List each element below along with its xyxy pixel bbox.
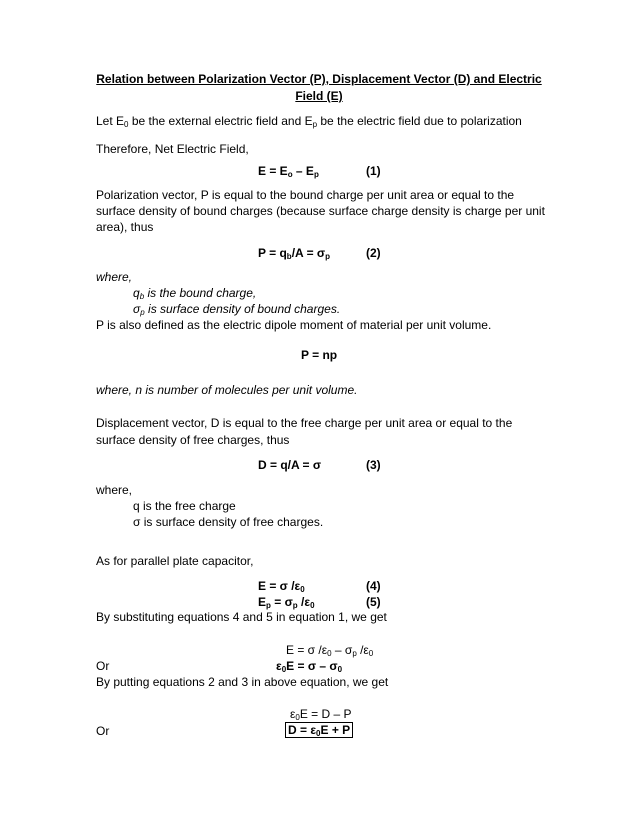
text-fragment: E [258, 595, 267, 609]
equation-6 [286, 642, 373, 658]
equation-4 [258, 578, 305, 594]
intro-let-line [96, 113, 522, 129]
text-fragment: is the bound charge, [144, 286, 257, 300]
subscript: p [352, 649, 357, 658]
document-title-line2: Field (E) [295, 89, 343, 103]
text-fragment: – E [292, 164, 314, 178]
equation-4-number: (4) [366, 579, 381, 593]
putting-line: By putting equations 2 and 3 in above equation, we get [96, 675, 389, 689]
subscript: 0 [337, 665, 343, 674]
polarization-line2: surface density of bound charges (because surface charge density is charge per unit [96, 204, 545, 218]
subscript: b [139, 292, 145, 301]
subscript: 0 [310, 601, 315, 610]
text-fragment: σ [133, 302, 141, 316]
equation-3-number: (3) [366, 458, 381, 472]
text-fragment: E = D – P [299, 707, 352, 721]
result-box [285, 722, 353, 738]
capacitor-line: As for parallel plate capacitor, [96, 554, 254, 568]
text-fragment: q [133, 286, 140, 300]
equation-2-number: (2) [366, 246, 381, 260]
where-qb [133, 285, 256, 301]
text-fragment: Let E [96, 114, 125, 128]
text-fragment: E + P [320, 723, 351, 737]
displacement-line2: surface density of free charges, thus [96, 433, 290, 447]
document-title-line1: Relation between Polarization Vector (P), Displacement Vector (D) and Electric [96, 72, 542, 86]
where-label: where, [96, 270, 133, 284]
where-sigma-p [133, 301, 340, 317]
substituting-line: By substituting equations 4 and 5 in equation 1, we get [96, 610, 387, 624]
subscript: 0 [300, 585, 305, 594]
subscript: b [286, 252, 292, 261]
subscript: 0 [124, 120, 129, 129]
subscript: 0 [368, 649, 374, 658]
text-fragment: be the electric field due to polarization [317, 114, 522, 128]
where-label-2: where, [96, 483, 133, 497]
subscript: p [313, 170, 319, 179]
text-fragment: = σ [270, 595, 293, 609]
subscript: 0 [295, 713, 300, 722]
subscript: p [325, 252, 331, 261]
text-fragment: be the external electric field and E [128, 114, 313, 128]
equation-8 [290, 706, 352, 722]
equation-2 [258, 245, 330, 261]
or-label-1: Or [96, 659, 110, 673]
subscript: 0 [281, 665, 287, 674]
subscript: p [266, 601, 271, 610]
text-fragment: ε [290, 707, 296, 721]
subscript: p [140, 308, 145, 317]
subscript: p [312, 120, 318, 129]
text-fragment: E = E [258, 164, 288, 178]
text-fragment: ε [276, 659, 282, 673]
equation-3: D = q/A = σ [258, 458, 322, 472]
text-fragment: P = q [258, 246, 287, 260]
subscript: 0 [327, 649, 332, 658]
text-fragment: /ε [356, 643, 369, 657]
text-fragment: – σ [331, 643, 353, 657]
subscript: 0 [316, 729, 321, 738]
polarization-line1: Polarization vector, P is equal to the bound charge per unit area or equal to the [96, 188, 515, 202]
text-fragment: /ε [297, 595, 311, 609]
subscript: o [287, 170, 293, 179]
where-q: q is the free charge [133, 499, 236, 513]
text-fragment: E = σ /ε [286, 643, 328, 657]
text-fragment: E = σ – σ [286, 659, 338, 673]
displacement-line1: Displacement vector, D is equal to the free charge per unit area or equal to the [96, 416, 513, 430]
or-label-2: Or [96, 724, 110, 738]
text-fragment: E = σ /ε [258, 579, 301, 593]
text-fragment: /A = σ [291, 246, 326, 260]
equation-5 [258, 594, 315, 610]
polarization-line3: area), thus [96, 220, 154, 234]
where-n: where, n is number of molecules per unit volume. [96, 383, 358, 397]
equation-5-number: (5) [366, 595, 381, 609]
text-fragment: is surface density of bound charges. [144, 302, 341, 316]
equation-p-np: P = np [301, 348, 338, 362]
where-sigma: σ is surface density of free charges. [133, 515, 324, 529]
equation-9-boxed [285, 722, 353, 738]
equation-1 [258, 163, 319, 179]
equation-7 [276, 658, 342, 674]
subscript: p [292, 601, 298, 610]
text-fragment: D = ε [288, 723, 317, 737]
intro-therefore: Therefore, Net Electric Field, [96, 142, 249, 156]
dipole-definition: P is also defined as the electric dipole moment of material per unit volume. [96, 318, 492, 332]
equation-1-number: (1) [366, 164, 381, 178]
